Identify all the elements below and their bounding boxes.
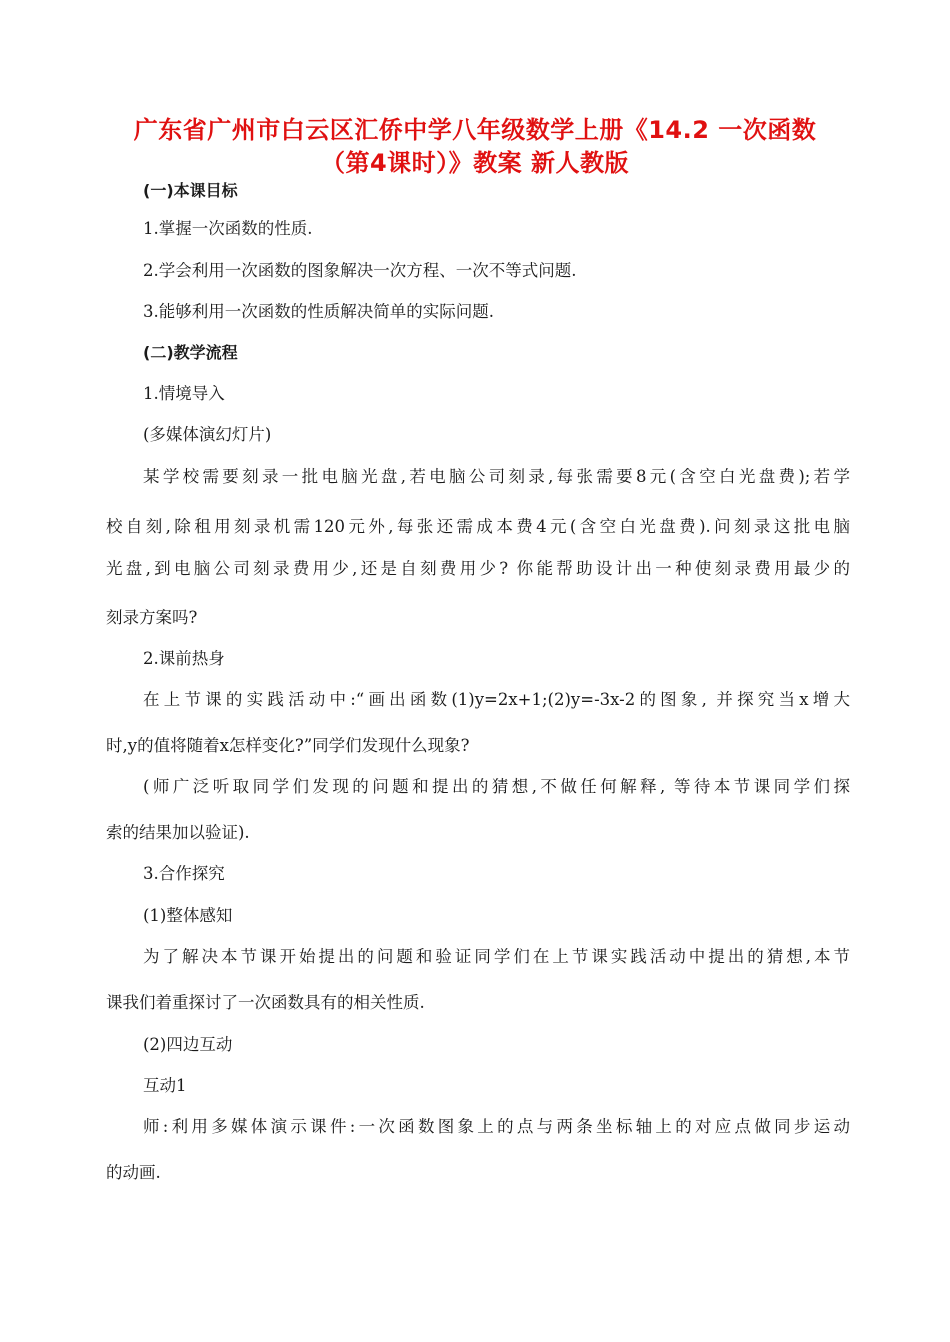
warmup-paragraph-line-2: 时,y的值将随着x怎样变化?”同学们发现什么现象?	[106, 736, 470, 755]
perception-paragraph-line-1: 为了解决本节课开始提出的问题和验证同学们在上节课实践活动中提出的猜想,本节	[143, 947, 850, 966]
interaction-1-line-2: 的动画.	[106, 1163, 161, 1182]
subsection-1-title: 1.情境导入	[143, 384, 225, 403]
scenario-paragraph-line-2: 校自刻,除租用刻录机需120元外,每张还需成本费4元(含空白光盘费).问刻录这批电脑	[106, 517, 850, 536]
interaction-1-line-1: 师:利用多媒体演示课件:一次函数图象上的点与两条坐标轴上的对应点做同步运动	[143, 1117, 850, 1136]
warmup-paragraph-line-1: 在上节课的实践活动中:“画出函数(1)y=2x+1;(2)y=-3x-2的图象, 并探究当x增大	[143, 690, 850, 709]
scenario-paragraph-line-4: 刻录方案吗?	[106, 608, 198, 627]
subsection-2-title: 2.课前热身	[143, 649, 225, 668]
interaction-1-title: 互动1	[143, 1076, 187, 1095]
title-line-2: （第4课时）》教案 新人教版	[320, 149, 630, 177]
scenario-paragraph-line-3: 光盘,到电脑公司刻录费用少,还是自刻费用少? 你能帮助设计出一种使刻录费用最少的	[106, 559, 850, 578]
title-line-1: 广东省广州市白云区汇侨中学八年级数学上册《14.2 一次函数	[133, 116, 817, 144]
section-1-heading: (一)本课目标	[143, 181, 238, 200]
overall-perception-title: (1)整体感知	[143, 906, 233, 925]
four-way-interaction-title: (2)四边互动	[143, 1035, 233, 1054]
perception-paragraph-line-2: 课我们着重探讨了一次函数具有的相关性质.	[106, 993, 425, 1012]
goal-item-1: 1.掌握一次函数的性质.	[143, 219, 313, 238]
section-2-heading: (二)教学流程	[143, 343, 238, 362]
subsection-1-note: (多媒体演幻灯片)	[143, 425, 272, 444]
document-title	[100, 114, 850, 180]
subsection-3-title: 3.合作探究	[143, 864, 225, 883]
goal-item-3: 3.能够利用一次函数的性质解决简单的实际问题.	[143, 302, 494, 321]
teacher-note-line-1: (师广泛听取同学们发现的问题和提出的猜想,不做任何解释, 等待本节课同学们探	[143, 777, 850, 796]
goal-item-2: 2.学会利用一次函数的图象解决一次方程、一次不等式问题.	[143, 261, 577, 280]
teacher-note-line-2: 索的结果加以验证).	[106, 823, 250, 842]
scenario-paragraph-line-1: 某学校需要刻录一批电脑光盘,若电脑公司刻录,每张需要8元(含空白光盘费);若学	[143, 467, 850, 486]
